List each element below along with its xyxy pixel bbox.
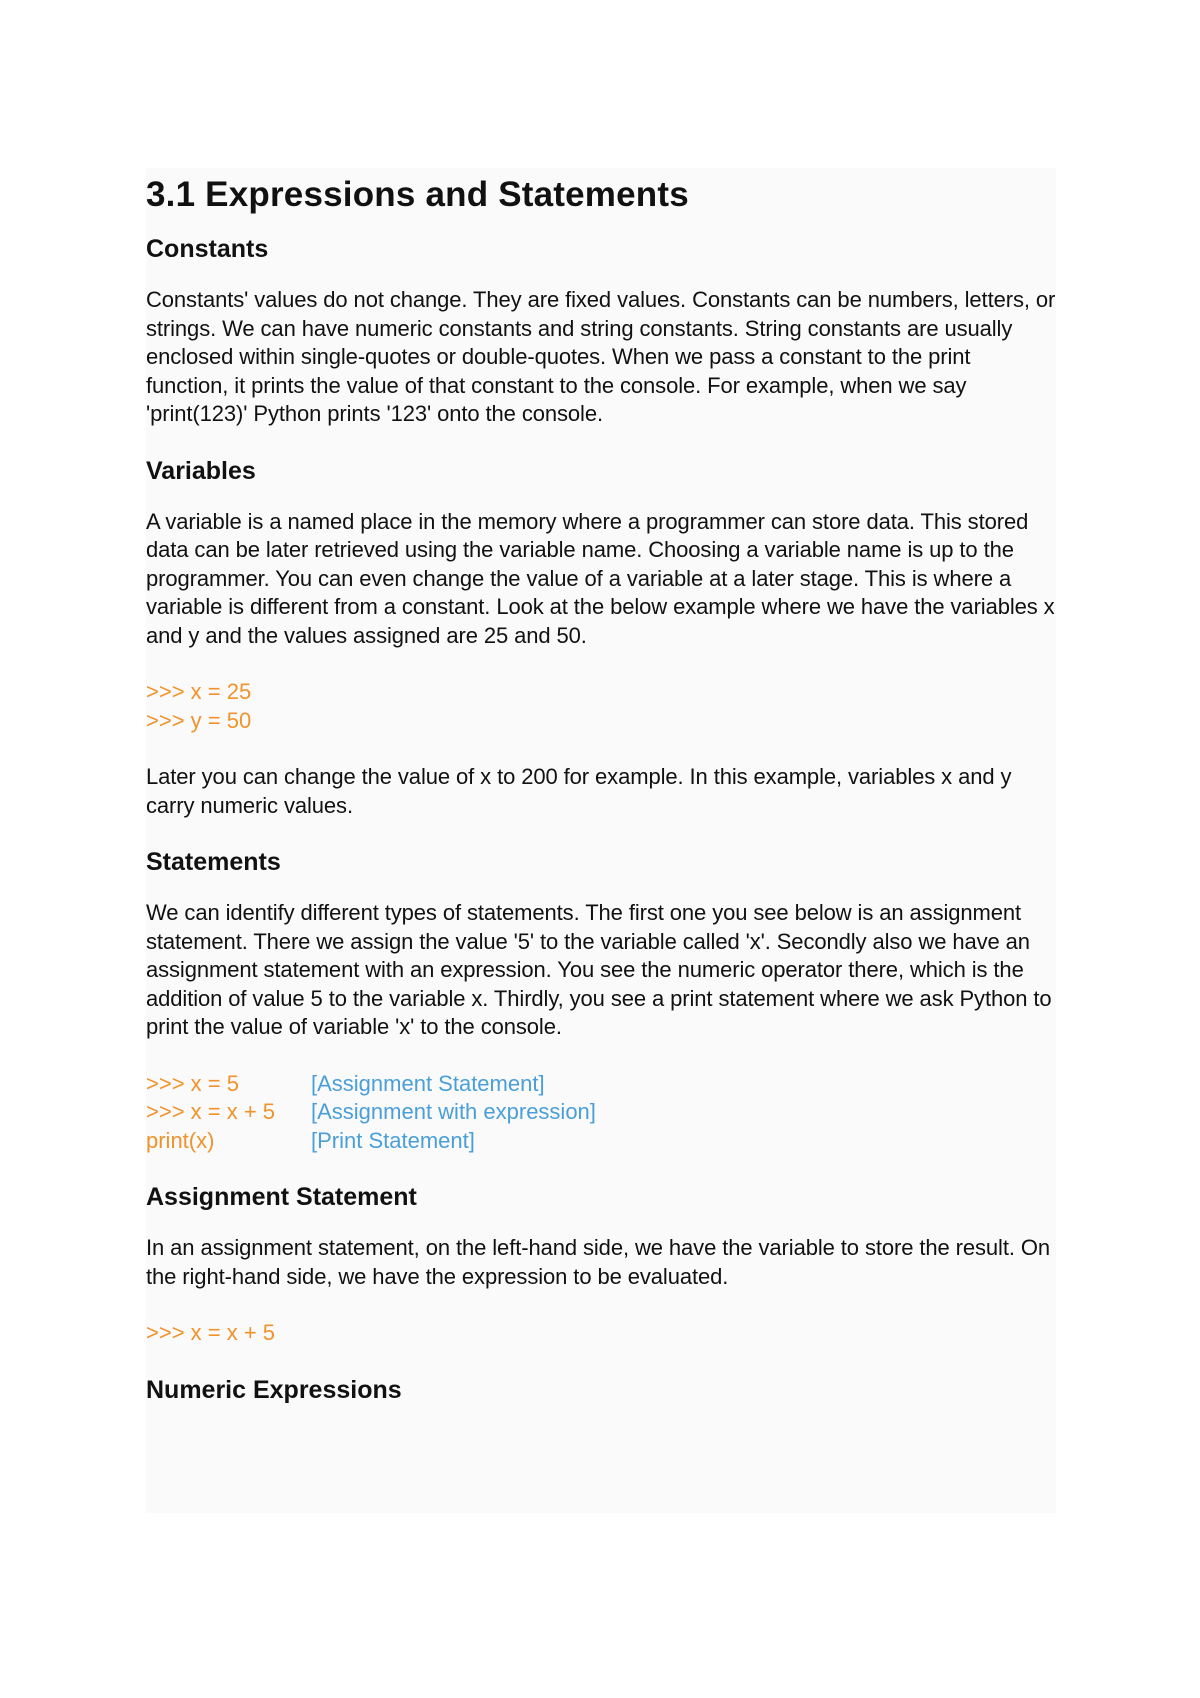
heading-variables: Variables [146,456,256,485]
paragraph-variables-after: Later you can change the value of x to 200 for example. In this example, variables x and y carry numeric values. [146,764,1012,818]
document-page [146,168,1056,1513]
code-text: >>> y = 50 [146,707,252,733]
heading-constants: Constants [146,235,269,263]
document-content [146,168,1056,1407]
code-text: >>> x = x + 5 [146,1320,276,1345]
code-line [146,1127,1056,1156]
code-text: print(x) [146,1127,215,1153]
code-comment: [Print Statement] [311,1127,475,1153]
code-line [146,678,1056,707]
code-comment: [Assignment Statement] [311,1070,545,1096]
code-text: >>> x = x + 5 [146,1099,276,1124]
page-title: 3.1 Expressions and Statements [146,175,689,214]
code-line [146,1098,1056,1127]
code-text: >>> x = 25 [146,679,252,704]
code-block-assignment [146,1319,1056,1348]
heading-assignment-statement: Assignment Statement [146,1183,417,1211]
paragraph-statements: We can identify different types of statements. The first one you see below is an assignment statement. There we assign the value '5' to the variable called 'x'. Secondly also we have an assignment statement with an expression. You see the numeric operator there, which is the addition of value 5 to the variable x. Thirdly, you see a print statement where we ask Python to print the value of variable 'x' to the console. [146,900,1052,1039]
code-line [146,707,1056,736]
paragraph-constants: Constants' values do not change. They are fixed values. Constants can be numbers, letters, or strings. We can have numeric constants and string constants. String constants are usually enclosed within single-quotes or double-quotes. When we pass a constant to the print function, it prints the value of that constant to the console. For example, when we say 'print(123)' Python prints '123' onto the console. [146,287,1056,426]
code-line [146,1319,1056,1348]
code-block-statements [146,1070,1056,1156]
paragraph-assignment-statement: In an assignment statement, on the left-hand side, we have the variable to store the result. On the right-hand side, we have the expression to be evaluated. [146,1235,1051,1289]
code-comment: [Assignment with expression] [311,1099,596,1124]
code-text: >>> x = 5 [146,1070,239,1096]
heading-numeric-expressions: Numeric Expressions [146,1375,402,1404]
heading-statements: Statements [146,848,281,876]
paragraph-variables: A variable is a named place in the memory where a programmer can store data. This stored data can be later retrieved using the variable name. Choosing a variable name is up to the programmer. You can even change the value of a variable at a later stage. This is where a variable is different from a constant. Look at the below example where we have the variables x and y and the values assigned are 25 and 50. [146,508,1055,648]
code-block-variables [146,678,1056,735]
code-line [146,1070,1056,1099]
